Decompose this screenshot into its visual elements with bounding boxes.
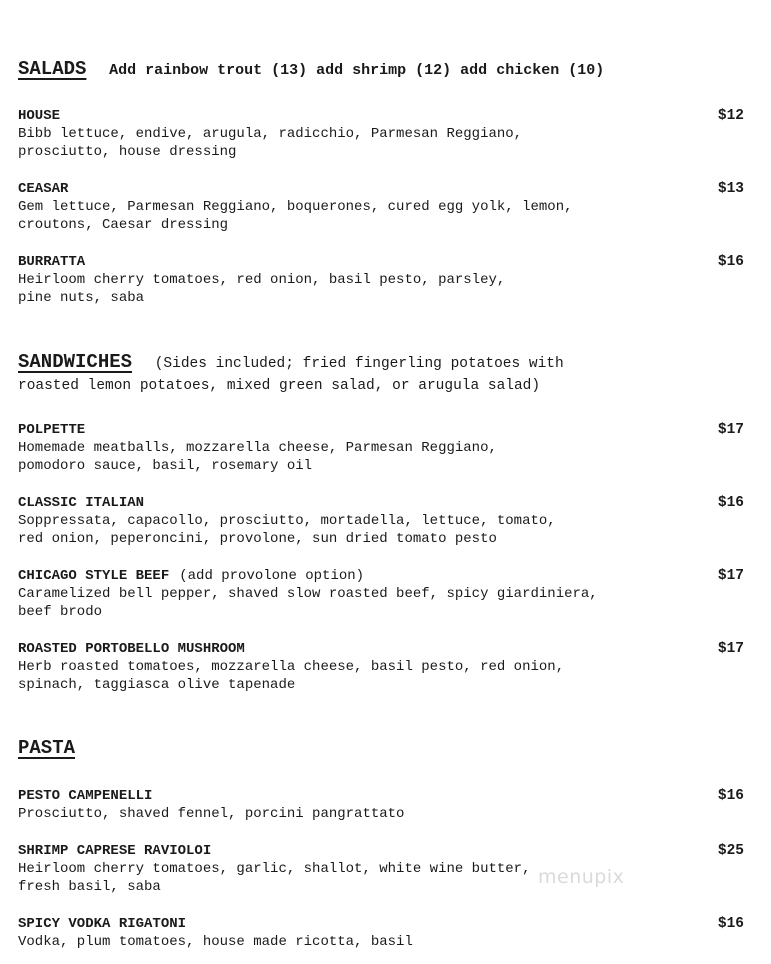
item-name-row — [18, 567, 744, 585]
item-description: Bibb lettuce, endive, arugula, radicchio, Parmesan Reggiano, prosciutto, house dressing — [18, 126, 523, 160]
menu-item-spicy-vodka-rigatoni — [18, 915, 744, 951]
salads-section-header — [18, 58, 744, 82]
item-price: $17 — [717, 568, 744, 584]
item-name: CHICAGO STYLE BEEF — [18, 568, 170, 584]
item-description: Soppressata, capacollo, prosciutto, mortadella, lettuce, tomato, red onion, peperoncini, provolone, sun dried tomato pesto — [18, 513, 556, 547]
item-price: $16 — [717, 788, 744, 804]
item-description: Caramelized bell pepper, shaved slow roasted beef, spicy giardiniera, beef brodo — [18, 586, 598, 620]
item-name: SHRIMP CAPRESE RAVIOLOI — [18, 843, 212, 859]
section-title-salads: SALADS — [18, 58, 87, 80]
menupix-watermark: menupix — [538, 866, 625, 888]
item-description: Prosciutto, shaved fennel, porcini pangrattato — [18, 806, 405, 822]
item-name: POLPETTE — [18, 422, 86, 438]
section-title-sandwiches: SANDWICHES — [18, 351, 133, 373]
item-name: SPICY VODKA RIGATONI — [18, 916, 187, 932]
item-name: BURRATTA — [18, 254, 86, 270]
pasta-section-header — [18, 737, 744, 761]
menu-item-ceasar — [18, 180, 744, 234]
item-name: CLASSIC ITALIAN — [18, 495, 145, 511]
item-description: Heirloom cherry tomatoes, garlic, shallot, white wine butter, fresh basil, saba — [18, 861, 531, 895]
item-price: $13 — [717, 181, 744, 197]
item-description: Homemade meatballs, mozzarella cheese, Parmesan Reggiano, pomodoro sauce, basil, rosemary oil — [18, 440, 497, 474]
menu-item-chicago-style-beef — [18, 567, 744, 621]
section-title-pasta: PASTA — [18, 737, 76, 759]
item-price: $17 — [717, 641, 744, 657]
item-price: $16 — [717, 254, 744, 270]
item-option-note: (add provolone option) — [179, 568, 365, 584]
sandwiches-sides-note-line2: roasted lemon potatoes, mixed green salad, or arugula salad) — [18, 378, 541, 394]
item-price: $16 — [717, 495, 744, 511]
sandwiches-section-header — [18, 351, 744, 397]
menu-item-burratta — [18, 253, 744, 307]
menu-item-roasted-portobello-mushroom — [18, 640, 744, 694]
item-name: ROASTED PORTOBELLO MUSHROOM — [18, 641, 245, 657]
item-name: HOUSE — [18, 108, 61, 124]
item-price: $25 — [717, 843, 744, 859]
menu-item-shrimp-caprese-ravioloi — [18, 842, 744, 896]
menu-item-house — [18, 107, 744, 161]
item-description: Herb roasted tomatoes, mozzarella cheese, basil pesto, red onion, spinach, taggiasca olive tapenade — [18, 659, 565, 693]
item-description: Gem lettuce, Parmesan Reggiano, boquerones, cured egg yolk, lemon, croutons, Caesar dressing — [18, 199, 573, 233]
menu-item-classic-italian — [18, 494, 744, 548]
salads-addon-note: Add rainbow trout (13) add shrimp (12) add chicken (10) — [109, 62, 605, 79]
item-price: $12 — [717, 108, 744, 124]
menu-item-pesto-campenelli — [18, 787, 744, 823]
item-price: $17 — [717, 422, 744, 438]
item-price: $16 — [717, 916, 744, 932]
item-description: Vodka, plum tomatoes, house made ricotta, basil — [18, 934, 413, 950]
sandwiches-sides-note-line1: (Sides included; fried fingerling potatoes with — [154, 356, 564, 372]
item-description: Heirloom cherry tomatoes, red onion, basil pesto, parsley, pine nuts, saba — [18, 272, 506, 306]
menu-item-polpette — [18, 421, 744, 475]
item-name: CEASAR — [18, 181, 69, 197]
item-name: PESTO CAMPENELLI — [18, 788, 153, 804]
